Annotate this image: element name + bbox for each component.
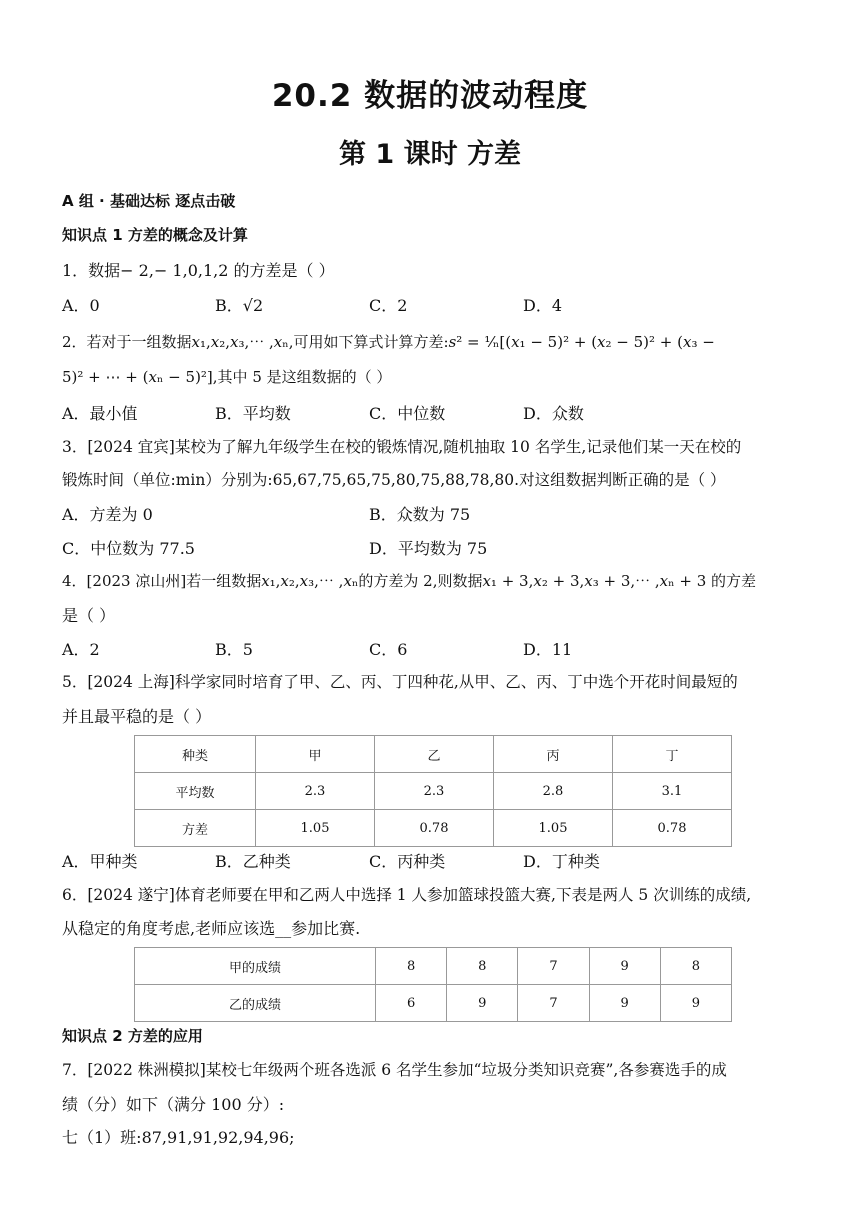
table-cell: 0.78 — [613, 810, 732, 847]
knowledge-point-2-heading: 知识点 2 方差的应用 — [62, 1027, 203, 1045]
table-cell: 平均数 — [135, 773, 256, 810]
question-4-line-2: 是（ ） — [62, 606, 116, 625]
table-row — [135, 985, 732, 1022]
table-cell: 0.78 — [375, 810, 494, 847]
question-3-line-1: 3．[2024 宜宾]某校为了解九年级学生在校的锻炼情况,随机抽取 10 名学生,记录他们某一天在校的 — [62, 438, 742, 456]
table-cell: 丙 — [494, 736, 613, 773]
table-cell: 8 — [376, 948, 447, 985]
question-5-table — [134, 735, 732, 847]
question-7-line-2: 绩（分）如下（满分 100 分）: — [62, 1095, 285, 1114]
table-row — [135, 948, 732, 985]
question-6-line-2: 从稳定的角度考虑,老师应该选__参加比赛. — [62, 919, 361, 938]
question-1-option-c: C．2 — [369, 296, 408, 315]
table-cell: 9 — [447, 985, 518, 1022]
question-4-option-b: B．5 — [215, 640, 253, 659]
question-2-option-c: C．中位数 — [369, 404, 446, 423]
table-cell: 9 — [660, 985, 731, 1022]
question-6-line-1: 6．[2024 遂宁]体育老师要在甲和乙两人中选择 1 人参加篮球投篮大赛,下表是两人 5 次训练的成绩, — [62, 886, 752, 904]
question-2-line-1: 2．若对于一组数据𝑥₁,𝑥₂,𝑥₃,⋯ ,𝑥ₙ,可用如下算式计算方差:𝑠² = ¹⁄ₙ[(𝑥₁ − 5)² + (𝑥₂ − 5)² + (𝑥₃ − — [62, 333, 715, 351]
question-3-option-b: B．众数为 75 — [369, 505, 471, 524]
question-5-option-b: B．乙种类 — [215, 852, 291, 871]
page-subtitle: 第 1 课时 方差 — [339, 139, 521, 170]
table-cell: 丁 — [613, 736, 732, 773]
question-5-option-d: D．丁种类 — [523, 852, 600, 871]
table-cell: 1.05 — [256, 810, 375, 847]
question-3-option-d: D．平均数为 75 — [369, 539, 488, 558]
table-cell: 9 — [589, 948, 660, 985]
table-cell: 乙的成绩 — [135, 985, 376, 1022]
table-cell: 8 — [660, 948, 731, 985]
question-3-option-a: A．方差为 0 — [62, 505, 153, 524]
question-1-option-a: A．0 — [62, 296, 100, 315]
question-5-line-2: 并且最平稳的是（ ） — [62, 707, 212, 726]
question-6-table — [134, 947, 732, 1022]
question-1-option-d: D．4 — [523, 296, 563, 315]
table-cell: 2.3 — [256, 773, 375, 810]
table-row — [135, 736, 732, 773]
table-cell: 1.05 — [494, 810, 613, 847]
question-1-option-b: B．√2 — [215, 296, 264, 315]
question-2-line-2: 5)² + ⋯ + (𝑥ₙ − 5)²],其中 5 是这组数据的（ ） — [62, 368, 392, 386]
question-7-line-1: 7．[2022 株洲模拟]某校七年级两个班各选派 6 名学生参加“垃圾分类知识竞赛”,各参赛选手的成 — [62, 1061, 727, 1079]
table-cell: 甲的成绩 — [135, 948, 376, 985]
table-cell: 7 — [518, 985, 589, 1022]
table-cell: 种类 — [135, 736, 256, 773]
question-5-line-1: 5．[2024 上海]科学家同时培育了甲、乙、丙、丁四种花,从甲、乙、丙、丁中选个开花时间最短的 — [62, 673, 738, 691]
knowledge-point-1-heading: 知识点 1 方差的概念及计算 — [62, 226, 248, 244]
question-7-line-3: 七（1）班:87,91,91,92,94,96; — [62, 1128, 295, 1147]
question-5-option-a: A．甲种类 — [62, 852, 138, 871]
question-4-option-a: A．2 — [62, 640, 100, 659]
table-cell: 7 — [518, 948, 589, 985]
table-row — [135, 773, 732, 810]
table-cell: 3.1 — [613, 773, 732, 810]
question-2-option-b: B．平均数 — [215, 404, 291, 423]
page-title: 20.2 数据的波动程度 — [271, 78, 589, 114]
question-1-stem: 1．数据− 2,− 1,0,1,2 的方差是（ ） — [62, 261, 335, 280]
table-cell: 6 — [376, 985, 447, 1022]
question-4-line-1: 4．[2023 凉山州]若一组数据𝑥₁,𝑥₂,𝑥₃,⋯ ,𝑥ₙ的方差为 2,则数据𝑥₁ + 3,𝑥₂ + 3,𝑥₃ + 3,⋯ ,𝑥ₙ + 3 的方差 — [62, 572, 757, 590]
table-cell: 2.8 — [494, 773, 613, 810]
question-3-option-c: C．中位数为 77.5 — [62, 539, 195, 558]
table-cell: 乙 — [375, 736, 494, 773]
group-a-heading: A 组 · 基础达标 逐点击破 — [62, 192, 236, 210]
question-2-option-a: A．最小值 — [62, 404, 138, 423]
table-cell: 8 — [447, 948, 518, 985]
table-cell: 9 — [589, 985, 660, 1022]
question-2-option-d: D．众数 — [523, 404, 584, 423]
question-4-option-c: C．6 — [369, 640, 408, 659]
question-3-line-2: 锻炼时间（单位:min）分别为:65,67,75,65,75,80,75,88,78,80.对这组数据判断正确的是（ ） — [62, 471, 726, 489]
table-row — [135, 810, 732, 847]
table-cell: 甲 — [256, 736, 375, 773]
question-5-option-c: C．丙种类 — [369, 852, 446, 871]
table-cell: 2.3 — [375, 773, 494, 810]
table-cell: 方差 — [135, 810, 256, 847]
question-4-option-d: D．11 — [523, 640, 573, 659]
